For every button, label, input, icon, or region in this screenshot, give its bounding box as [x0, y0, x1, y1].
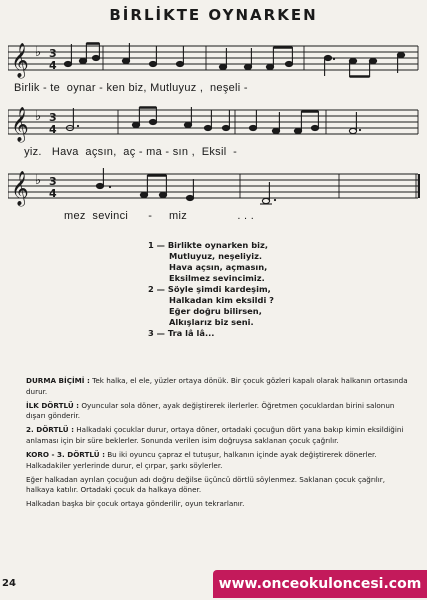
instruction-label: DURMA BİÇİMİ : — [26, 376, 90, 385]
svg-text:4: 4 — [49, 59, 57, 72]
svg-text:♭: ♭ — [35, 45, 42, 60]
music-staff-3 — [8, 168, 420, 204]
instruction-paragraph — [8, 425, 413, 446]
svg-text:4: 4 — [49, 123, 57, 136]
verse-line: Mutluyuz, neşeliyiz. — [169, 251, 263, 261]
instruction-text: Eğer halkadan ayrılan çocuğun adı doğru değilse üçüncü dörtlü söylenmez. Saklanan çocuk çağrılır, halkaya katılır. Ortadaki çocuk da halkaya döner. — [26, 474, 386, 495]
svg-text:♭: ♭ — [35, 109, 42, 124]
verse-line: Eksilmez sevincimiz. — [169, 273, 265, 283]
instruction-label: KORO - 3. DÖRTLÜ : — [26, 450, 105, 460]
verse-line: Halkadan kim eksildi ? — [169, 295, 274, 305]
lyric-line-2: yiz. Hava açsın, aç - ma - sın , Eksil - — [14, 146, 238, 158]
instruction-label: 2. DÖRTLÜ : — [26, 425, 74, 435]
instruction-text: Halkadan başka bir çocuk ortaya gönderilir, oyun tekrarlanır. — [26, 499, 245, 509]
song-verses — [148, 240, 274, 339]
lyric-line-1: Birlik - te oynar - ken biz, Mutluyuz , neşeli - — [14, 82, 248, 94]
verse-line: Hava açsın, açmasın, — [169, 262, 268, 272]
instruction-paragraph — [8, 475, 413, 496]
svg-text:3: 3 — [49, 111, 57, 124]
svg-text:3: 3 — [49, 175, 57, 188]
lyric-line-3: mez sevinci - miz . . . — [64, 210, 255, 222]
svg-text:𝄞: 𝄞 — [11, 107, 29, 142]
instruction-paragraph — [8, 376, 413, 397]
instruction-text: Tek halka, el ele, yüzler ortaya dönük. Bir çocuk gözleri kapalı olarak halkanın ortasında durur. — [26, 376, 408, 396]
music-staff-1 — [8, 40, 420, 76]
verse-line: Eğer doğru bilirsen, — [169, 306, 262, 316]
verse-line: Alkışlarız biz seni. — [169, 317, 254, 327]
instruction-text: Halkadaki çocuklar durur, ortaya döner, ortadaki çocuğun dört yana bakıp kimin eksildiğini anlaması için bir süre beklerler. Sonunda verilen isim doğruysa saklanan çocuk çağrılır. — [26, 425, 404, 445]
svg-text:𝄞: 𝄞 — [11, 171, 29, 206]
instruction-label: İLK DÖRTLÜ : — [26, 400, 80, 410]
song-title: BİRLİKTE OYNARKEN — [109, 6, 318, 24]
svg-text:♭: ♭ — [35, 173, 42, 188]
verse-line: 3 — Tra lâ lâ... — [148, 328, 215, 338]
instruction-text: Oyuncular sola döner, ayak değiştirerek ilerlerler. Öğretmen çocuklardan birini salonun dışarı gönderir. — [26, 400, 395, 421]
instruction-paragraph — [8, 450, 413, 471]
site-watermark: www.onceokuloncesi.com — [213, 570, 427, 598]
music-staff-2 — [8, 104, 420, 140]
instruction-text: Bu iki oyuncu çapraz el tutuşur, halkanın içinde ayak değiştirerek dönerler. Halkadakiler yerlerinde durur, el çırpar, şarkı söylerler. — [26, 450, 377, 470]
game-instructions — [8, 376, 413, 514]
svg-text:4: 4 — [49, 187, 57, 200]
verse-line: 2 — Söyle şimdi kardeşim, — [148, 284, 271, 294]
svg-text:𝄞: 𝄞 — [11, 43, 29, 78]
page-number: 24 — [2, 578, 16, 589]
verse-line: 1 — Birlikte oynarken biz, — [148, 240, 268, 250]
svg-text:3: 3 — [49, 47, 57, 60]
instruction-paragraph — [8, 499, 413, 510]
instruction-paragraph — [8, 401, 413, 422]
